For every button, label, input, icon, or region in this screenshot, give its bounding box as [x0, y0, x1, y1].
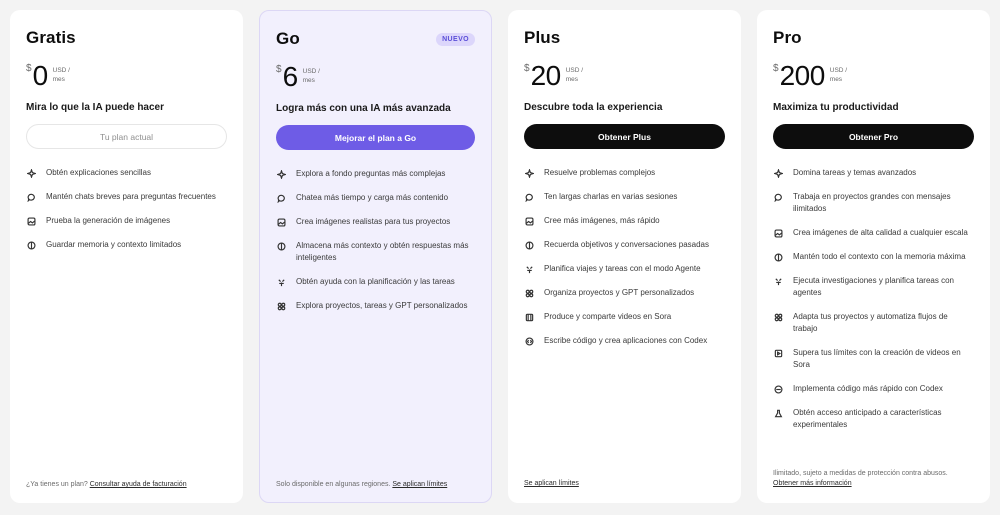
- limits-link[interactable]: Se aplican límites: [392, 481, 448, 488]
- plan-tagline: Logra más con una IA más avanzada: [276, 103, 451, 114]
- billing-help-link[interactable]: Consultar ayuda de facturación: [89, 481, 187, 488]
- feature-item: Obtén acceso anticipado a características experimentales: [773, 407, 974, 431]
- plan-card-plus: [508, 10, 741, 503]
- video-icon: [773, 347, 783, 359]
- current-plan-button: Tu plan actual: [26, 124, 227, 149]
- regions-footer: Solo disponible en algunas regiones. Se aplican límites: [276, 481, 448, 488]
- plus-footer: [524, 479, 729, 489]
- feature-item: Crea imágenes realistas para tus proyectos: [276, 216, 475, 228]
- plan-tagline: Mira lo que la IA puede hacer: [26, 102, 164, 113]
- plan-name: Pro: [773, 28, 802, 47]
- feature-item: Resuelve problemas complejos: [524, 167, 725, 179]
- feature-item: Supera tus límites con la creación de videos en Sora: [773, 347, 974, 371]
- image-icon: [276, 216, 286, 228]
- learn-more-link[interactable]: Obtener más información: [773, 480, 852, 487]
- feature-list: [524, 167, 725, 347]
- image-icon: [773, 227, 783, 239]
- get-pro-button[interactable]: Obtener Pro: [773, 124, 974, 149]
- sparkle-icon: [276, 168, 286, 180]
- feature-item: Explora proyectos, tareas y GPT personalizados: [276, 300, 475, 312]
- feature-item: Organiza proyectos y GPT personalizados: [524, 287, 725, 299]
- flask-icon: [773, 407, 783, 419]
- agent-icon: [524, 263, 534, 275]
- video-icon: [524, 311, 534, 323]
- plan-card-gratis: [10, 10, 243, 503]
- feature-item: Chatea más tiempo y carga más contenido: [276, 192, 475, 204]
- feature-item: Domina tareas y temas avanzados: [773, 167, 974, 179]
- feature-item: Almacena más contexto y obtén respuestas más inteligentes: [276, 240, 475, 264]
- price-amount: 6: [282, 61, 298, 92]
- plan-name: Go: [276, 29, 300, 48]
- price: [524, 62, 725, 92]
- plan-tagline: Maximiza tu productividad: [773, 102, 899, 113]
- plan-card-pro: [757, 10, 990, 503]
- feature-list: [26, 167, 227, 251]
- projects-icon: [773, 311, 783, 323]
- feature-item: Planifica viajes y tareas con el modo Agente: [524, 263, 725, 275]
- projects-icon: [276, 300, 286, 312]
- memory-icon: [26, 239, 36, 251]
- price: [276, 63, 475, 93]
- price-period: USD / mes: [829, 67, 848, 83]
- feature-item: Obtén explicaciones sencillas: [26, 167, 227, 179]
- feature-item: Recuerda objetivos y conversaciones pasadas: [524, 239, 725, 251]
- feature-item: Cree más imágenes, más rápido: [524, 215, 725, 227]
- price-amount: 200: [779, 60, 825, 91]
- chat-bubble-icon: [524, 191, 534, 203]
- code-icon: [773, 383, 783, 395]
- price: [773, 62, 974, 92]
- plan-icon: [276, 276, 286, 288]
- feature-item: Explora a fondo preguntas más complejas: [276, 168, 475, 180]
- price-period: USD / mes: [565, 67, 584, 83]
- pro-footer: Ilimitado, sujeto a medidas de protección contra abusos. Obtener más información: [773, 470, 948, 487]
- feature-item: Crea imágenes de alta calidad a cualquier escala: [773, 227, 974, 239]
- upgrade-go-button[interactable]: Mejorar el plan a Go: [276, 125, 475, 150]
- plan-card-go: [259, 10, 492, 503]
- plan-tagline: Descubre toda la experiencia: [524, 102, 663, 113]
- sparkle-icon: [773, 167, 783, 179]
- feature-item: Ejecuta investigaciones y planifica tareas con agentes: [773, 275, 974, 299]
- image-icon: [524, 215, 534, 227]
- new-badge: NUEVO: [436, 33, 475, 46]
- feature-item: Mantén todo el contexto con la memoria máxima: [773, 251, 974, 263]
- chat-bubble-icon: [773, 191, 783, 203]
- pricing-cards: [10, 10, 990, 503]
- plan-name: Gratis: [26, 28, 76, 47]
- limits-link[interactable]: Se aplican límites: [524, 480, 579, 487]
- image-icon: [26, 215, 36, 227]
- feature-list: [773, 167, 974, 431]
- agent-icon: [773, 275, 783, 287]
- feature-item: Produce y comparte videos en Sora: [524, 311, 725, 323]
- feature-item: Adapta tus proyectos y automatiza flujos de trabajo: [773, 311, 974, 335]
- feature-item: Trabaja en proyectos grandes con mensajes ilimitados: [773, 191, 974, 215]
- feature-item: Mantén chats breves para preguntas frecuentes: [26, 191, 227, 203]
- currency-symbol: $: [773, 63, 779, 74]
- chat-bubble-icon: [26, 191, 36, 203]
- memory-icon: [773, 251, 783, 263]
- price-period: USD / mes: [302, 68, 320, 84]
- price-amount: 20: [530, 60, 561, 91]
- price-period: USD / mes: [52, 67, 70, 83]
- get-plus-button[interactable]: Obtener Plus: [524, 124, 725, 149]
- chat-bubble-icon: [276, 192, 286, 204]
- plan-name: Plus: [524, 28, 561, 47]
- feature-item: Obtén ayuda con la planificación y las tareas: [276, 276, 475, 288]
- feature-item: Ten largas charlas en varias sesiones: [524, 191, 725, 203]
- feature-item: Implementa código más rápido con Codex: [773, 383, 974, 395]
- feature-item: Guardar memoria y contexto limitados: [26, 239, 227, 251]
- code-icon: [524, 335, 534, 347]
- memory-icon: [524, 239, 534, 251]
- price-amount: 0: [32, 60, 48, 91]
- sparkle-icon: [26, 167, 36, 179]
- currency-symbol: $: [276, 64, 282, 75]
- feature-list: [276, 168, 475, 312]
- currency-symbol: $: [26, 63, 32, 74]
- feature-item: Prueba la generación de imágenes: [26, 215, 227, 227]
- feature-item: Escribe código y crea aplicaciones con Codex: [524, 335, 725, 347]
- memory-icon: [276, 240, 286, 252]
- billing-footer: ¿Ya tienes un plan? Consultar ayuda de facturación: [26, 481, 187, 488]
- price: [26, 62, 227, 92]
- sparkle-icon: [524, 167, 534, 179]
- currency-symbol: $: [524, 63, 530, 74]
- projects-icon: [524, 287, 534, 299]
